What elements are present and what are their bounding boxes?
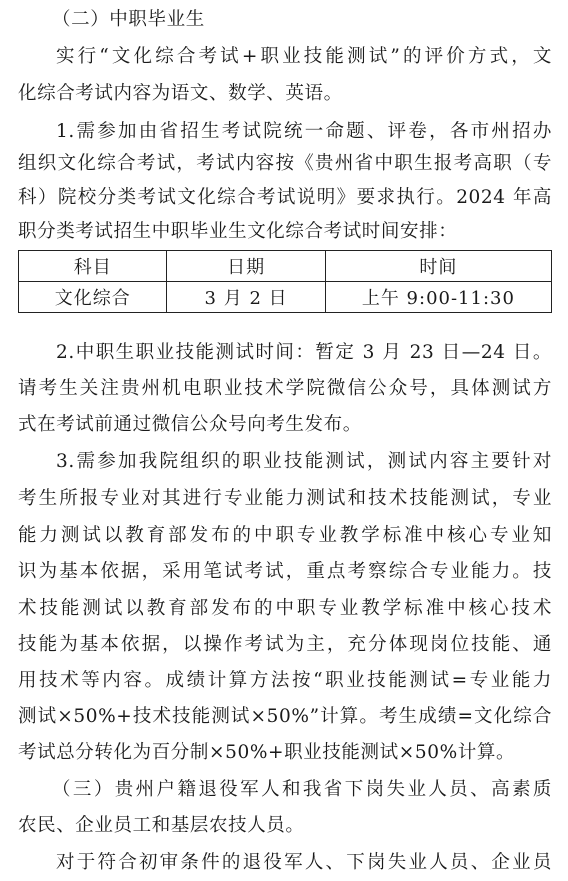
- item2-line-1: 2.中职生职业技能测试时间：暂定 3 月 23 日—24 日。: [56, 342, 552, 363]
- header-date: 日期: [167, 251, 325, 282]
- item3-line-1: 3.需参加我院组织的职业技能测试，测试内容主要针对: [56, 451, 552, 472]
- section3-line-1: （三）贵州户籍退役军人和我省下岗失业人员、高素质: [52, 779, 552, 800]
- header-time: 时间: [325, 251, 551, 282]
- closing-line-1: 对于符合初审条件的退役军人、下岗失业人员、企业员: [56, 852, 552, 873]
- item1-line-2: 组织文化综合考试，考试内容按《贵州省中职生报考高职（专: [18, 153, 552, 174]
- cell-subject: 文化综合: [19, 282, 167, 313]
- item1-line-4: 职分类考试招生中职毕业生文化综合考试时间安排：: [18, 221, 458, 242]
- section3-line-2: 农民、企业员工和基层农技人员。: [18, 815, 305, 836]
- item3-line-8: 测试×50%+技术技能测试×50%”计算。考生成绩=文化综合: [18, 706, 552, 727]
- item1-line-1: 1.需参加由省招生考试院统一命题、评卷，各市州招办: [56, 121, 552, 142]
- item1-line-3: 科）院校分类考试文化综合考试说明》要求执行。2024 年高: [18, 187, 552, 208]
- cell-date: 3 月 2 日: [167, 282, 325, 313]
- item3-line-7: 用技术等内容。成绩计算方法按“职业技能测试=专业能力: [18, 670, 552, 691]
- item3-line-4: 识为基本依据，采用笔试考试，重点考察综合专业能力。技: [18, 561, 552, 582]
- item3-line-9: 考试总分转化为百分制×50%+职业技能测试×50%计算。: [18, 742, 516, 763]
- exam-schedule-table: [18, 250, 552, 313]
- header-subject: 科目: [19, 251, 167, 282]
- item3-line-6: 技能为基本依据，以操作考试为主，充分体现岗位技能、通: [18, 634, 552, 655]
- table-row: [19, 282, 552, 313]
- item3-line-2: 考生所报专业对其进行专业能力测试和技术技能测试，专业: [18, 488, 552, 509]
- intro-line-1: 实行“文化综合考试+职业技能测试”的评价方式，文: [56, 46, 552, 67]
- cell-time: 上午 9:00-11:30: [325, 282, 551, 313]
- item2-line-2: 请考生关注贵州机电职业技术学院微信公众号，具体测试方: [18, 378, 552, 399]
- item3-line-3: 能力测试以教育部发布的中职专业教学标准中核心专业知: [18, 525, 552, 546]
- item3-line-5: 术技能测试以教育部发布的中职专业教学标准中核心技术: [18, 598, 552, 619]
- table-header-row: [19, 251, 552, 282]
- item2-line-3: 式在考试前通过微信公众号向考生发布。: [18, 414, 362, 435]
- intro-line-2: 化综合考试内容为语文、数学、英语。: [18, 83, 343, 104]
- section-heading-secondary-graduates: （二）中职毕业生: [52, 9, 205, 30]
